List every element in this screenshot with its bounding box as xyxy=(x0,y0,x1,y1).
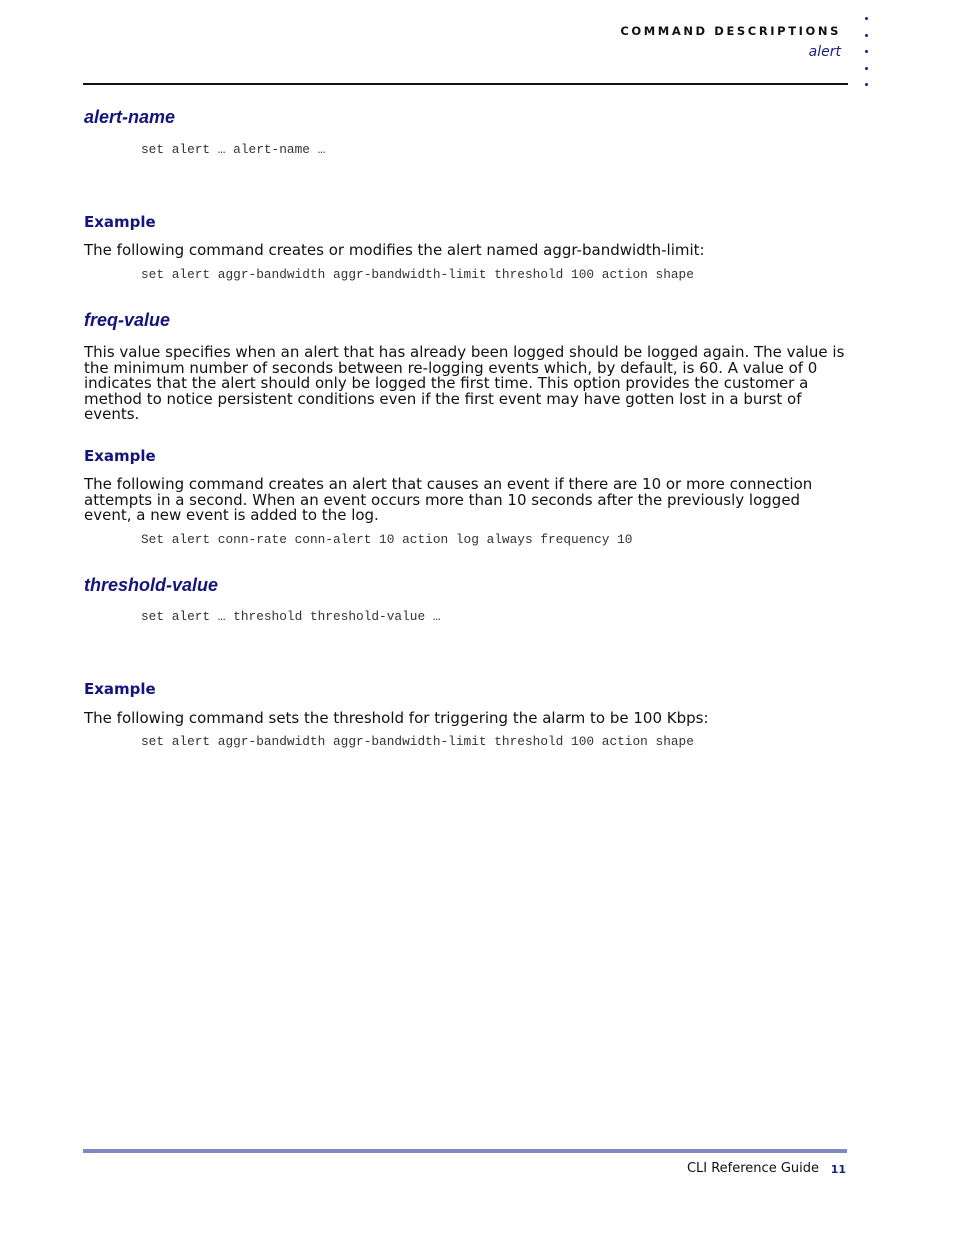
footer-guide-title: CLI Reference Guide xyxy=(686,1161,819,1176)
running-header-subsection: alert xyxy=(808,44,841,60)
dot-icon xyxy=(865,83,868,86)
footer-rule xyxy=(83,1149,847,1153)
example-code: set alert aggr-bandwidth aggr-bandwidth-limit threshold 100 action shape xyxy=(141,267,694,282)
example-text: The following command creates or modifies the alert named aggr-bandwidth-limit: xyxy=(84,241,705,259)
example-code: set alert aggr-bandwidth aggr-bandwidth-limit threshold 100 action shape xyxy=(141,734,694,749)
example-code: Set alert conn-rate conn-alert 10 action log always frequency 10 xyxy=(141,532,633,547)
example-text: The following command sets the threshold for triggering the alarm to be 100 Kbps: xyxy=(84,709,709,727)
running-header-section: COMMAND DESCRIPTIONS xyxy=(620,24,841,38)
header-rule xyxy=(83,83,848,85)
example-heading: Example xyxy=(84,213,156,231)
example-heading: Example xyxy=(84,680,156,698)
param-heading-alert-name: alert-name xyxy=(84,107,176,127)
example-heading: Example xyxy=(84,447,156,465)
dot-icon xyxy=(865,50,868,53)
syntax-alert-name: set alert … alert-name … xyxy=(141,142,326,157)
param-heading-freq-value: freq-value xyxy=(84,310,171,330)
param-heading-threshold-value: threshold-value xyxy=(84,575,219,595)
footer-page-number: 11 xyxy=(830,1163,846,1176)
header-dots-decoration xyxy=(865,17,871,100)
syntax-threshold-value: set alert … threshold threshold-value … xyxy=(141,609,441,624)
dot-icon xyxy=(865,34,868,37)
dot-icon xyxy=(865,17,868,20)
param-description: This value specifies when an alert that has already been logged should be logged again. The value is the minimum number of seconds between re-logging events which, by default, is 60. A value of 0 indicates that the alert should only be logged the first time. This option provides the customer a method to notice persistent conditions even if the first event may have gotten lost in a burst of events. xyxy=(84,343,845,423)
dot-icon xyxy=(865,67,868,70)
example-text: The following command creates an alert that causes an event if there are 10 or more connection attempts in a second. When an event occurs more than 10 seconds after the previously logged event, a new event is added to the log. xyxy=(84,475,813,524)
